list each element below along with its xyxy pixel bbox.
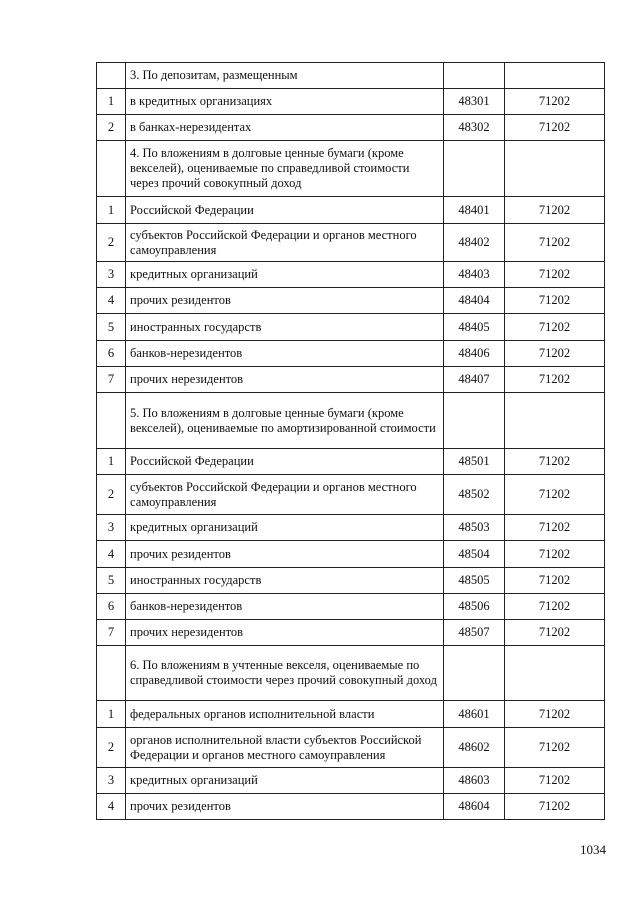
- symbol-code: 71202: [505, 768, 605, 794]
- row-number: 1: [97, 701, 126, 728]
- symbol-code-cell: [505, 63, 605, 89]
- symbol-code-cell: [505, 646, 605, 701]
- account-code: 48504: [444, 541, 505, 568]
- row-number: 3: [97, 515, 126, 541]
- account-code: 48601: [444, 701, 505, 728]
- section-header-row: [97, 141, 605, 197]
- row-name: органов исполнительной власти субъектов Российской Федерации и органов местного самоуправления: [126, 728, 444, 768]
- table-row: [97, 341, 605, 367]
- row-name: Российской Федерации: [126, 197, 444, 224]
- row-name: прочих резидентов: [126, 794, 444, 820]
- table-row: [97, 541, 605, 568]
- account-code: 48505: [444, 568, 505, 594]
- account-code: 48603: [444, 768, 505, 794]
- table-row: [97, 367, 605, 393]
- symbol-code: 71202: [505, 262, 605, 288]
- row-number: 7: [97, 367, 126, 393]
- accounts-table: [96, 62, 605, 820]
- table-row: [97, 794, 605, 820]
- account-code: 48501: [444, 449, 505, 475]
- table-row: [97, 728, 605, 768]
- account-code: 48401: [444, 197, 505, 224]
- table-row: [97, 568, 605, 594]
- row-number-cell: [97, 646, 126, 701]
- row-number: 2: [97, 115, 126, 141]
- table-row: [97, 701, 605, 728]
- account-code: 48502: [444, 475, 505, 515]
- table-row: [97, 515, 605, 541]
- section-header-row: [97, 646, 605, 701]
- symbol-code-cell: [505, 141, 605, 197]
- symbol-code: 71202: [505, 115, 605, 141]
- row-name: субъектов Российской Федерации и органов местного самоуправления: [126, 224, 444, 262]
- row-name: прочих нерезидентов: [126, 367, 444, 393]
- symbol-code: 71202: [505, 89, 605, 115]
- row-number: 3: [97, 262, 126, 288]
- accounts-table-body: [97, 63, 605, 820]
- account-code: 48506: [444, 594, 505, 620]
- account-code-cell: [444, 141, 505, 197]
- row-name: кредитных организаций: [126, 515, 444, 541]
- row-number: 3: [97, 768, 126, 794]
- row-number: 4: [97, 541, 126, 568]
- page-number: 1034: [580, 842, 606, 857]
- account-code: 48302: [444, 115, 505, 141]
- table-row: [97, 197, 605, 224]
- section-title: 4. По вложениям в долговые ценные бумаги (кроме векселей), оцениваемые по справедливой стоимости через прочий совокупный доход: [126, 141, 444, 197]
- symbol-code: 71202: [505, 367, 605, 393]
- account-code: 48403: [444, 262, 505, 288]
- symbol-code: 71202: [505, 701, 605, 728]
- account-code: 48404: [444, 288, 505, 314]
- table-row: [97, 115, 605, 141]
- symbol-code: 71202: [505, 314, 605, 341]
- section-title: 3. По депозитам, размещенным: [126, 63, 444, 89]
- row-name: прочих нерезидентов: [126, 620, 444, 646]
- account-code-cell: [444, 63, 505, 89]
- table-row: [97, 768, 605, 794]
- row-name: федеральных органов исполнительной власти: [126, 701, 444, 728]
- row-number: 2: [97, 224, 126, 262]
- row-number: 5: [97, 568, 126, 594]
- row-name: банков-нерезидентов: [126, 341, 444, 367]
- symbol-code: 71202: [505, 288, 605, 314]
- row-number-cell: [97, 63, 126, 89]
- row-number: 4: [97, 288, 126, 314]
- account-code: 48405: [444, 314, 505, 341]
- row-name: кредитных организаций: [126, 262, 444, 288]
- row-number: 1: [97, 197, 126, 224]
- account-code: 48507: [444, 620, 505, 646]
- account-code: 48604: [444, 794, 505, 820]
- table-row: [97, 224, 605, 262]
- symbol-code: 71202: [505, 541, 605, 568]
- symbol-code: 71202: [505, 475, 605, 515]
- row-name: субъектов Российской Федерации и органов местного самоуправления: [126, 475, 444, 515]
- account-code: 48503: [444, 515, 505, 541]
- table-row: [97, 262, 605, 288]
- row-name: кредитных организаций: [126, 768, 444, 794]
- row-number: 2: [97, 728, 126, 768]
- account-code-cell: [444, 393, 505, 449]
- row-number: 7: [97, 620, 126, 646]
- table-row: [97, 449, 605, 475]
- row-name: прочих резидентов: [126, 541, 444, 568]
- account-code: 48301: [444, 89, 505, 115]
- symbol-code: 71202: [505, 197, 605, 224]
- row-number: 5: [97, 314, 126, 341]
- symbol-code: 71202: [505, 515, 605, 541]
- row-number: 1: [97, 449, 126, 475]
- symbol-code: 71202: [505, 341, 605, 367]
- row-number-cell: [97, 393, 126, 449]
- row-number-cell: [97, 141, 126, 197]
- account-code: 48602: [444, 728, 505, 768]
- section-header-row: [97, 393, 605, 449]
- row-number: 2: [97, 475, 126, 515]
- section-title: 6. По вложениям в учтенные векселя, оцениваемые по справедливой стоимости через прочий совокупный доход: [126, 646, 444, 701]
- row-number: 4: [97, 794, 126, 820]
- row-name: Российской Федерации: [126, 449, 444, 475]
- row-name: в банках-нерезидентах: [126, 115, 444, 141]
- table-row: [97, 89, 605, 115]
- table-row: [97, 314, 605, 341]
- table-row: [97, 288, 605, 314]
- symbol-code: 71202: [505, 594, 605, 620]
- symbol-code-cell: [505, 393, 605, 449]
- row-name: банков-нерезидентов: [126, 594, 444, 620]
- row-name: иностранных государств: [126, 314, 444, 341]
- row-name: иностранных государств: [126, 568, 444, 594]
- row-number: 6: [97, 341, 126, 367]
- section-title: 5. По вложениям в долговые ценные бумаги (кроме векселей), оцениваемые по амортизированной стоимости: [126, 393, 444, 449]
- row-number: 6: [97, 594, 126, 620]
- symbol-code: 71202: [505, 568, 605, 594]
- row-number: 1: [97, 89, 126, 115]
- row-name: прочих резидентов: [126, 288, 444, 314]
- symbol-code: 71202: [505, 728, 605, 768]
- account-code: 48406: [444, 341, 505, 367]
- account-code: 48402: [444, 224, 505, 262]
- table-row: [97, 594, 605, 620]
- symbol-code: 71202: [505, 794, 605, 820]
- account-code: 48407: [444, 367, 505, 393]
- table-row: [97, 620, 605, 646]
- symbol-code: 71202: [505, 449, 605, 475]
- row-name: в кредитных организациях: [126, 89, 444, 115]
- table-row: [97, 475, 605, 515]
- account-code-cell: [444, 646, 505, 701]
- symbol-code: 71202: [505, 224, 605, 262]
- symbol-code: 71202: [505, 620, 605, 646]
- section-header-row: [97, 63, 605, 89]
